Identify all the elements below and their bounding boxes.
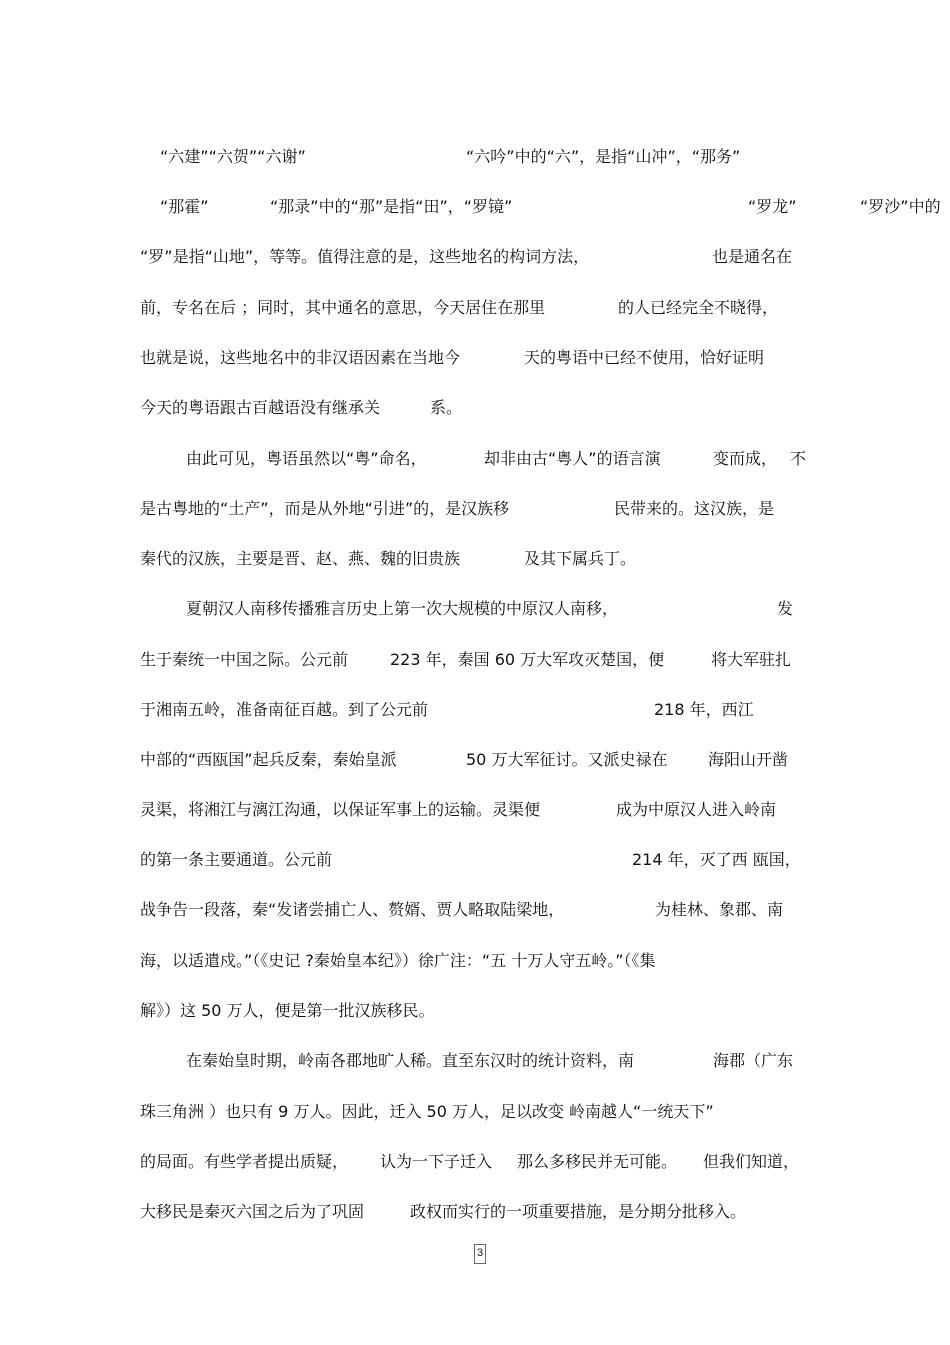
text-line bbox=[0, 146, 950, 176]
text-segment: 民带来的。这汉族，是 bbox=[614, 499, 775, 518]
text-segment: 天的粤语中已经不使用，恰好证明 bbox=[524, 348, 765, 367]
text-segment: 为桂林、象郡、南 bbox=[655, 900, 784, 919]
text-segment: 将大军驻扎 bbox=[711, 650, 792, 669]
text-segment: “那录”中的“那”是指“田”，“罗镜” bbox=[270, 197, 513, 216]
text-line bbox=[0, 448, 950, 478]
text-line bbox=[0, 246, 950, 276]
text-segment: “罗龙” bbox=[748, 197, 797, 216]
text-line bbox=[0, 1050, 950, 1080]
text-segment: 发 bbox=[777, 599, 794, 618]
text-line bbox=[0, 498, 950, 528]
text-segment: 认为一下子迁入 bbox=[380, 1152, 493, 1171]
text-segment: 那么多移民并无可能。 bbox=[517, 1152, 678, 1171]
text-line bbox=[0, 950, 950, 980]
text-segment: 战争告一段落，秦“发诸尝捕亡人、赘婿、贾人略取陆梁地， bbox=[140, 900, 565, 919]
text-line bbox=[0, 849, 950, 879]
text-line bbox=[0, 799, 950, 829]
text-segment: “那霍” bbox=[160, 197, 209, 216]
text-line bbox=[0, 1151, 950, 1181]
text-segment: 灵渠，将湘江与漓江沟通，以保证军事上的运输。灵渠便 bbox=[140, 800, 541, 819]
text-segment: 的第一条主要通道。公元前 bbox=[140, 850, 333, 869]
text-segment: 也是通名在 bbox=[712, 247, 793, 266]
text-segment: 及其下属兵丁。 bbox=[524, 549, 637, 568]
text-segment: 前，专名在后 ；同时，其中通名的意思，今天居住在那里 bbox=[140, 298, 546, 317]
text-line bbox=[0, 548, 950, 578]
text-line bbox=[0, 196, 950, 226]
text-segment: 是古粤地的“土产”，而是从外地“引进”的，是汉族移 bbox=[140, 499, 510, 518]
text-segment: 在秦始皇时期，岭南各郡地旷人稀。直至东汉时的统计资料，南 bbox=[186, 1051, 635, 1070]
text-segment: 解》）这 50 万人，便是第一批汉族移民。 bbox=[140, 1001, 435, 1020]
text-segment: 秦代的汉族，主要是晋、赵、燕、魏的旧贵族 bbox=[140, 549, 461, 568]
text-segment: 生于秦统一中国之际。公元前 bbox=[140, 650, 349, 669]
text-segment: 223 年，秦国 60 万大军攻灭楚国，便 bbox=[390, 650, 665, 669]
text-segment: “罗沙”中的 bbox=[860, 197, 941, 216]
text-segment: 今天的粤语跟古百越语没有继承关 bbox=[140, 398, 381, 417]
text-segment: 218 年，西江 bbox=[654, 700, 754, 719]
text-line bbox=[0, 749, 950, 779]
text-segment: “罗”是指“山地”，等等。值得注意的是，这些地名的构词方法， bbox=[140, 247, 590, 266]
text-segment: 于湘南五岭，准备南征百越。到了公元前 bbox=[140, 700, 429, 719]
text-segment: 但我们知道， bbox=[703, 1152, 800, 1171]
text-segment: 的人已经完全不晓得， bbox=[618, 298, 779, 317]
text-segment: 50 万大军征讨。又派史禄在 bbox=[466, 750, 668, 769]
text-segment: 海郡（广东 bbox=[713, 1051, 794, 1070]
text-segment: 海，以适遣戍。”（《史记 ?秦始皇本纪》）徐广注：“五 十万人守五岭。”（《集 bbox=[140, 951, 656, 970]
text-segment: 不 bbox=[790, 449, 807, 468]
text-segment: 夏朝汉人南移传播雅言历史上第一次大规模的中原汉人南移， bbox=[186, 599, 619, 618]
text-line bbox=[0, 899, 950, 929]
text-segment: 海阳山开凿 bbox=[708, 750, 789, 769]
text-segment: 中部的“西瓯国”起兵反秦，秦始皇派 bbox=[140, 750, 397, 769]
text-line bbox=[0, 1000, 950, 1030]
text-line bbox=[0, 347, 950, 377]
text-segment: 政权而实行的一项重要措施，是分期分批移入。 bbox=[410, 1202, 747, 1221]
text-segment: 的局面。有些学者提出质疑， bbox=[140, 1152, 349, 1171]
text-segment: 变而成， bbox=[713, 449, 778, 468]
text-line bbox=[0, 649, 950, 679]
text-segment: “六吟”中的“六”，是指“山冲”，“那务” bbox=[466, 147, 741, 166]
text-segment: 系。 bbox=[430, 398, 463, 417]
text-line bbox=[0, 1101, 950, 1131]
text-line bbox=[0, 699, 950, 729]
text-segment: 成为中原汉人进入岭南 bbox=[616, 800, 777, 819]
text-segment: 由此可见，粤语虽然以“粤”命名， bbox=[186, 449, 427, 468]
page-number: 3 bbox=[474, 1244, 486, 1264]
text-segment: 大移民是秦灭六国之后为了巩固 bbox=[140, 1202, 365, 1221]
text-segment: 214 年，灭了西 瓯国， bbox=[632, 850, 801, 869]
text-segment: 却非由古“粤人”的语言演 bbox=[484, 449, 661, 468]
text-line bbox=[0, 297, 950, 327]
text-line bbox=[0, 1201, 950, 1231]
text-segment: 珠三角洲 ）也只有 9 万人。因此，迁入 50 万人，足以改变 岭南越人“一统天下” bbox=[140, 1102, 714, 1121]
text-line bbox=[0, 598, 950, 628]
text-segment: 也就是说，这些地名中的非汉语因素在当地今 bbox=[140, 348, 461, 367]
text-segment: “六建”“六贺”“六谢” bbox=[160, 147, 306, 166]
text-line bbox=[0, 397, 950, 427]
